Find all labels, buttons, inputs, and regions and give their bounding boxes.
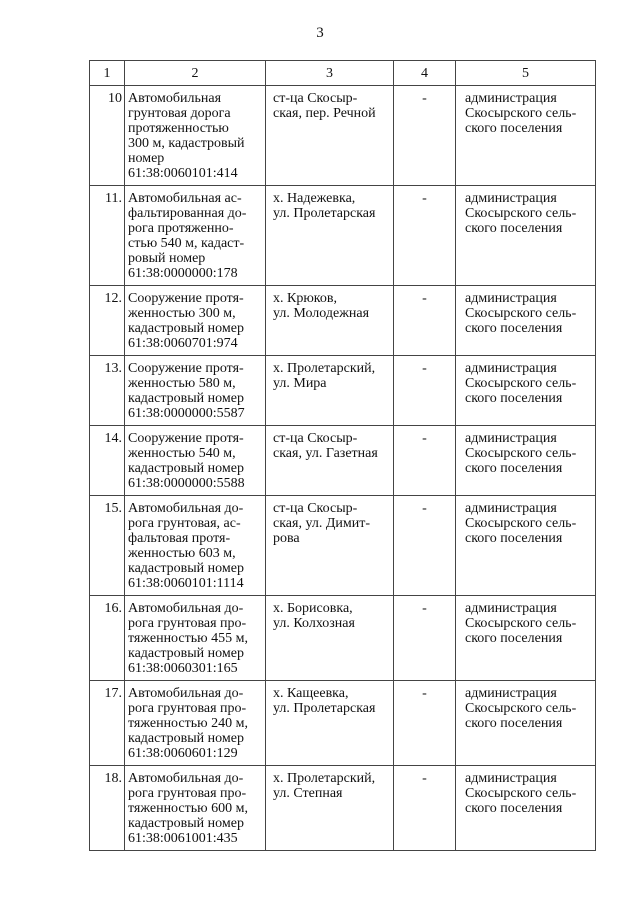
row-number: 10 (90, 86, 125, 186)
object-address: х. Надежевка, ул. Пролетарская (266, 186, 394, 286)
row-number: 11. (90, 186, 125, 286)
object-description: Автомобильная до- рога грунтовая про- тяженностью 240 м, кадастровый номер 61:38:0060601:129 (125, 681, 266, 766)
owner: администрация Скосырского сель- ского поселения (456, 186, 596, 286)
object-address: ст-ца Скосыр- ская, ул. Газетная (266, 426, 394, 496)
column-4-value: - (394, 356, 456, 426)
table-row (90, 286, 596, 356)
object-address: х. Кащеевка, ул. Пролетарская (266, 681, 394, 766)
object-address: х. Крюков, ул. Молодежная (266, 286, 394, 356)
object-description: Автомобильная грунтовая дорога протяженностью 300 м, кадастровый номер 61:38:0060101:414 (125, 86, 266, 186)
column-4-value: - (394, 596, 456, 681)
object-description: Сооружение протя- женностью 300 м, кадастровый номер 61:38:0060701:974 (125, 286, 266, 356)
column-4-value: - (394, 766, 456, 851)
row-number: 16. (90, 596, 125, 681)
table-row (90, 596, 596, 681)
owner: администрация Скосырского сель- ского поселения (456, 496, 596, 596)
table-row (90, 681, 596, 766)
owner: администрация Скосырского сель- ского поселения (456, 426, 596, 496)
column-header-2: 2 (125, 61, 266, 86)
object-description: Автомобильная ас- фальтированная до- рога протяженно- стью 540 м, кадаст- ровый номер 61:38:0000000:178 (125, 186, 266, 286)
column-4-value: - (394, 496, 456, 596)
row-number: 17. (90, 681, 125, 766)
property-registry-table (89, 60, 596, 851)
column-header-1: 1 (90, 61, 125, 86)
object-description: Сооружение протя- женностью 580 м, кадастровый номер 61:38:0000000:5587 (125, 356, 266, 426)
table-row (90, 356, 596, 426)
row-number: 14. (90, 426, 125, 496)
owner: администрация Скосырского сель- ского поселения (456, 356, 596, 426)
object-address: х. Борисовка, ул. Колхозная (266, 596, 394, 681)
row-number: 12. (90, 286, 125, 356)
object-description: Автомобильная до- рога грунтовая про- тяженностью 455 м, кадастровый номер 61:38:0060301:165 (125, 596, 266, 681)
object-address: х. Пролетарский, ул. Мира (266, 356, 394, 426)
object-address: ст-ца Скосыр- ская, ул. Димит- рова (266, 496, 394, 596)
object-description: Автомобильная до- рога грунтовая, ас- фальтовая протя- женностью 603 м, кадастровый номер 61:38:0060101:1114 (125, 496, 266, 596)
owner: администрация Скосырского сель- ского поселения (456, 766, 596, 851)
table-row (90, 86, 596, 186)
owner: администрация Скосырского сель- ского поселения (456, 681, 596, 766)
table-row (90, 496, 596, 596)
table-row (90, 766, 596, 851)
table-body (90, 86, 596, 851)
column-header-3: 3 (266, 61, 394, 86)
object-description: Автомобильная до- рога грунтовая про- тяженностью 600 м, кадастровый номер 61:38:0061001:435 (125, 766, 266, 851)
column-4-value: - (394, 681, 456, 766)
object-address: х. Пролетарский, ул. Степная (266, 766, 394, 851)
column-4-value: - (394, 186, 456, 286)
row-number: 18. (90, 766, 125, 851)
column-header-5: 5 (456, 61, 596, 86)
column-4-value: - (394, 86, 456, 186)
owner: администрация Скосырского сель- ского поселения (456, 286, 596, 356)
owner: администрация Скосырского сель- ского поселения (456, 596, 596, 681)
page-number: 3 (316, 25, 324, 41)
column-header-4: 4 (394, 61, 456, 86)
row-number: 13. (90, 356, 125, 426)
row-number: 15. (90, 496, 125, 596)
column-4-value: - (394, 426, 456, 496)
object-address: ст-ца Скосыр- ская, пер. Речной (266, 86, 394, 186)
object-description: Сооружение протя- женностью 540 м, кадастровый номер 61:38:0000000:5588 (125, 426, 266, 496)
column-4-value: - (394, 286, 456, 356)
owner: администрация Скосырского сель- ского поселения (456, 86, 596, 186)
table-row (90, 186, 596, 286)
table-row (90, 426, 596, 496)
table-header-row (90, 61, 596, 86)
